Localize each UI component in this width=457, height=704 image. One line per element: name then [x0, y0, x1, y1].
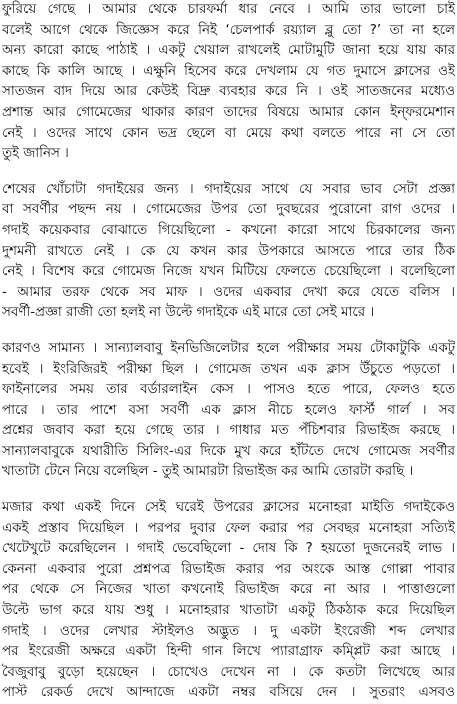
- paragraph-4: [2, 498, 455, 704]
- paragraph-3: [2, 339, 455, 483]
- text-line: তুই জানিস ।: [2, 146, 69, 162]
- text-line: ফুরিয়ে গেছে । আমার থেকে চারফর্মা ধার নেবে । আমি তার ভালো চাই: [2, 2, 455, 17]
- text-line: কেননা একবার পুরো প্রশ্নপত্র রিভাইজ করার পর অংকে আস্ত গোল্লা পাবার: [2, 561, 455, 577]
- text-line: - আমার তরফ থেকে সব মাফ । ওদের একবার দেখা করে যেতে বলিস ।: [2, 284, 455, 300]
- text-line: সান্যালবাবুকে যথারীতি সিলিং-এর দিকে মুখ করে হাঁটতে দেখে গোমেজ সবর্ণীর: [2, 443, 455, 459]
- text-line: শেষের খোঁচাটা গদাইয়ের জন্য । গদাইয়ের সাথে যে সবার ভাব সেটা প্রজ্ঞা: [2, 181, 455, 197]
- text-line: অন্য কারো কাছে পাঠাই । একটু খেয়াল রাখলেই মোটামুটি জানা হয়ে যায় কার: [2, 43, 455, 59]
- paragraph-1: [2, 0, 455, 165]
- text-line: বৈজুবাবু বুড়ো হয়েছেন । চোখেও দেখেন না । কে কতটা লিখেছে আর: [2, 664, 455, 680]
- text-line: গদাই । ওদের লেখার স্টাইলও অদ্ভুত । দু একটা ইংরেজী শব্দ লেখার: [2, 623, 455, 639]
- text-line: একই প্রস্তাব দিয়েছিল । পরপর দুবার ফেল করার পর সেবছর মনোহরা সত্যিই: [2, 520, 455, 536]
- text-line: মজার কথা একই দিনে সেই ঘরেই উপরের ক্লাসের মনোহরা মাইতি গদাইকেও: [2, 500, 455, 516]
- text-line: নেই । ওদের সাথে কোন ভদ্র ছেলে বা মেয়ে কথা বলতে পারে না সে তো: [2, 125, 455, 141]
- text-line: প্রশ্নের জবাব করা হয়ে গেছে তার । গাধার মত পঁচিশবার রিভাইজ করছে ।: [2, 423, 455, 439]
- text-line: ফাইনালের সময় তার বর্ডারলাইন কেস । পাসও হতে পারে, ফেলও হতে: [2, 382, 455, 398]
- text-line: পর ইংরেজী অক্ষরে একটা হিন্দী গান লিখে প্যারাগ্রাফ কম্প্লিট করা আছে ।: [2, 644, 455, 660]
- text-line: পর থেকে সে নিজের খাতা কখনোই রিভাইজ করে না আর । পাত্তাগুলো: [2, 582, 455, 598]
- text-line: সাতজন বাদ দিয়ে আর কেউই বিদ্রু ব্যবহার করে নি । ওই সাতজনের মধ্যেও: [2, 84, 455, 100]
- text-line: কাছে কি কালি আছে । এক্ষুনি হিসেব করে দেখলাম যে গত দুমাসে ক্লাসের ওই: [2, 63, 455, 79]
- text-line: সবর্ণী-প্রজ্ঞা রাজী তো হলই না উল্টে গদাইকে এই মারে তো সেই মারে ।: [2, 305, 375, 321]
- text-line: গদাই কয়েকবার বোঝাতে গিয়েছিলো - কখনো কারো সাথে চিরকালের জন্য: [2, 222, 455, 238]
- text-line: প্রশান্ত আর গোমেজের থাকার কারণ তাদের বিষয়ে আমার কোন ইন্ফরমেশান: [2, 104, 455, 120]
- text-line: দুশমনী রাখতে নেই । কে যে কখন কার উপকারে আসতে পারে তার ঠিক: [2, 243, 455, 259]
- text-line: খেটেখুটে করেছিলেন । গদাই ভেবেছিলো - দোষ কি ? হয়তো দুজনেরই লাভ ।: [2, 541, 455, 557]
- text-line: খাতাটা টেনে নিয়ে বলেছিল - তুই আমারটা রিভাইজ কর আমি তোরটা করছি ।: [2, 464, 414, 480]
- text-line: বলেই আগে থেকে জিজ্ঞেস করে নিই ‘চেলপার্ক রয়্যাল ব্লু তো ?’ তা না হলে: [2, 22, 455, 38]
- text-line: হবেই । ইংরিজিরই পরীক্ষা ছিল । গোমেজ তখন এক ক্লাস উঁচুতে পড়তো ।: [2, 361, 455, 377]
- text-line: পাস্ট রেকর্ড দেখে আন্দাজে একটা নম্বর বসিয়ে দেন । সুতরাং এসবও: [2, 685, 455, 701]
- text-line: বা সবর্ণীর পছন্দ নয় । গোমেজের উপর তো দুবছরের পুরোনো রাগ ওদের ।: [2, 202, 455, 218]
- paragraph-2: [2, 180, 455, 324]
- text-line: পারে । তার পাশে বসা সবর্ণী এক ক্লাস নীচে হলেও ফার্স্ট গার্ল । সব: [2, 402, 455, 418]
- text-line: নেই । বিশেষ করে গোমেজ নিজে যখন মিটিয়ে ফেলতে চেয়েছিলো । বলেছিলো: [2, 264, 455, 280]
- text-line: উল্টে ভাগ করে যায় শুধু । মনোহরার খাতাটা একটু ঠিকঠাক করে দিয়েছিল: [2, 603, 455, 619]
- text-line: কারণও সামান্য । সান্যালবাবু ইনভিজিলেটার হলে পরীক্ষার সময় টোকাটুকি একটু: [2, 340, 455, 356]
